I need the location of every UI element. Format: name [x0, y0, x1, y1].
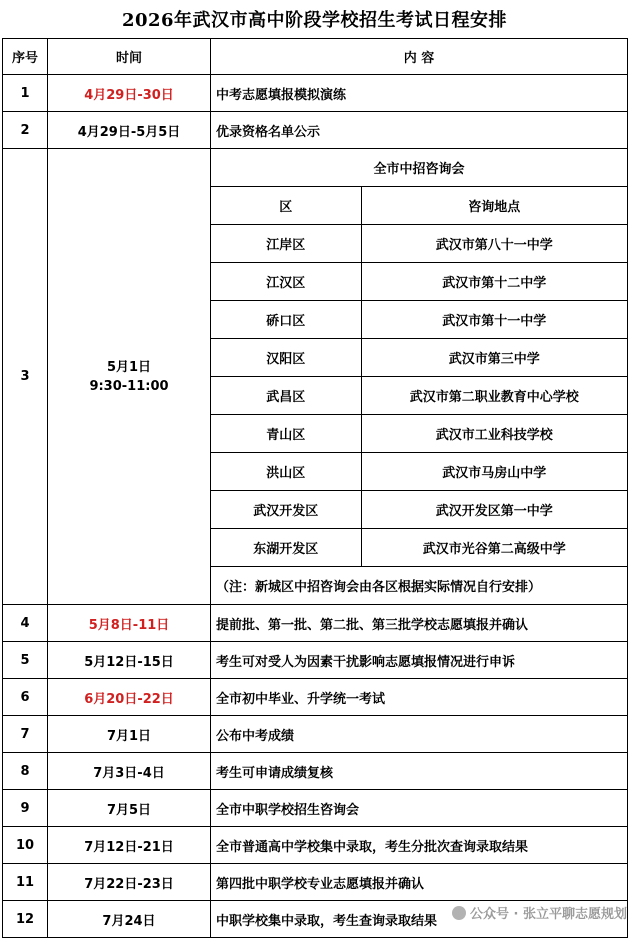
- row-num: 4: [3, 605, 48, 642]
- consult-title: 全市中招咨询会: [211, 149, 627, 187]
- watermark: [452, 903, 627, 922]
- table-row: [3, 679, 628, 716]
- row-num: 10: [3, 827, 48, 864]
- row-num: 8: [3, 753, 48, 790]
- row-content: 全市中职学校招生咨询会: [211, 790, 628, 827]
- consult-location: 武汉市第十二中学: [361, 263, 627, 301]
- table-row: [3, 753, 628, 790]
- page-title: 2026年武汉市高中阶段学校招生考试日程安排: [121, 10, 508, 31]
- consult-location: 武汉开发区第一中学: [361, 491, 627, 529]
- consult-district: 江汉区: [211, 263, 361, 301]
- consult-note: （注：新城区中招咨询会由各区根据实际情况自行安排）: [211, 567, 627, 605]
- row-time: 7月5日: [48, 790, 211, 827]
- row-time: 6月20日-22日: [48, 679, 211, 716]
- row-num: 11: [3, 864, 48, 901]
- row-content: 考生可申请成绩复核: [211, 753, 628, 790]
- row-time-hours: 9:30-11:00: [89, 378, 169, 394]
- consult-header-district: 区: [211, 187, 361, 225]
- consult-district: 武昌区: [211, 377, 361, 415]
- consult-location: 武汉市第八十一中学: [361, 225, 627, 263]
- table-row: [3, 716, 628, 753]
- row-num: 12: [3, 901, 48, 938]
- row-num: 9: [3, 790, 48, 827]
- row-content: 优录资格名单公示: [211, 112, 628, 149]
- row-content: 中职学校集中录取，考生查询录取结果: [211, 901, 628, 938]
- row-content: 全市普通高中学校集中录取，考生分批次查询录取结果: [211, 827, 628, 864]
- row-content: 全市初中毕业、升学统一考试: [211, 679, 628, 716]
- table-row: [3, 790, 628, 827]
- table-row: [3, 642, 628, 679]
- row-time-date: 5月1日: [106, 359, 152, 375]
- table-row: [3, 605, 628, 642]
- consult-district: 武汉开发区: [211, 491, 361, 529]
- header-time: 时间: [48, 39, 211, 75]
- row-time: 7月22日-23日: [48, 864, 211, 901]
- row-content: 中考志愿填报模拟演练: [211, 75, 628, 112]
- consult-district: 东湖开发区: [211, 529, 361, 567]
- row-num: 2: [3, 112, 48, 149]
- row-content: 提前批、第一批、第二批、第三批学校志愿填报并确认: [211, 605, 628, 642]
- consult-location: 武汉市光谷第二高级中学: [361, 529, 627, 567]
- header-row: [3, 39, 628, 75]
- row-content: 公布中考成绩: [211, 716, 628, 753]
- row-time: 5月12日-15日: [48, 642, 211, 679]
- consult-cell: [211, 149, 628, 605]
- watermark-text: 公众号 · 张立平聊志愿规划: [470, 907, 627, 922]
- row-num: 3: [3, 149, 48, 605]
- row-num: 7: [3, 716, 48, 753]
- row-time: [48, 149, 211, 605]
- consult-district: 江岸区: [211, 225, 361, 263]
- table-row: [3, 864, 628, 901]
- consult-location: 武汉市马房山中学: [361, 453, 627, 491]
- row-num: 5: [3, 642, 48, 679]
- consult-location: 武汉市第三中学: [361, 339, 627, 377]
- consult-location: 武汉市工业科技学校: [361, 415, 627, 453]
- row-time: 7月12日-21日: [48, 827, 211, 864]
- row-time: 5月8日-11日: [48, 605, 211, 642]
- table-row-consult: [3, 149, 628, 605]
- row-num: 6: [3, 679, 48, 716]
- consult-district: 青山区: [211, 415, 361, 453]
- consult-location: 武汉市第十一中学: [361, 301, 627, 339]
- schedule-table: [2, 38, 628, 938]
- consult-district: 汉阳区: [211, 339, 361, 377]
- row-content: 考生可对受人为因素干扰影响志愿填报情况进行申诉: [211, 642, 628, 679]
- consult-table: [211, 149, 627, 604]
- row-time: 4月29日-30日: [48, 75, 211, 112]
- row-time: 7月1日: [48, 716, 211, 753]
- table-row: [3, 75, 628, 112]
- header-content: 内 容: [211, 39, 628, 75]
- row-num: 1: [3, 75, 48, 112]
- consult-district: 硚口区: [211, 301, 361, 339]
- row-time: 4月29日-5月5日: [48, 112, 211, 149]
- table-row: [3, 112, 628, 149]
- row-content: 第四批中职学校专业志愿填报并确认: [211, 864, 628, 901]
- header-num: 序号: [3, 39, 48, 75]
- wechat-icon: [452, 906, 466, 920]
- consult-location: 武汉市第二职业教育中心学校: [361, 377, 627, 415]
- consult-header-location: 咨询地点: [361, 187, 627, 225]
- table-row: [3, 827, 628, 864]
- consult-district: 洪山区: [211, 453, 361, 491]
- row-time: 7月24日: [48, 901, 211, 938]
- row-time: 7月3日-4日: [48, 753, 211, 790]
